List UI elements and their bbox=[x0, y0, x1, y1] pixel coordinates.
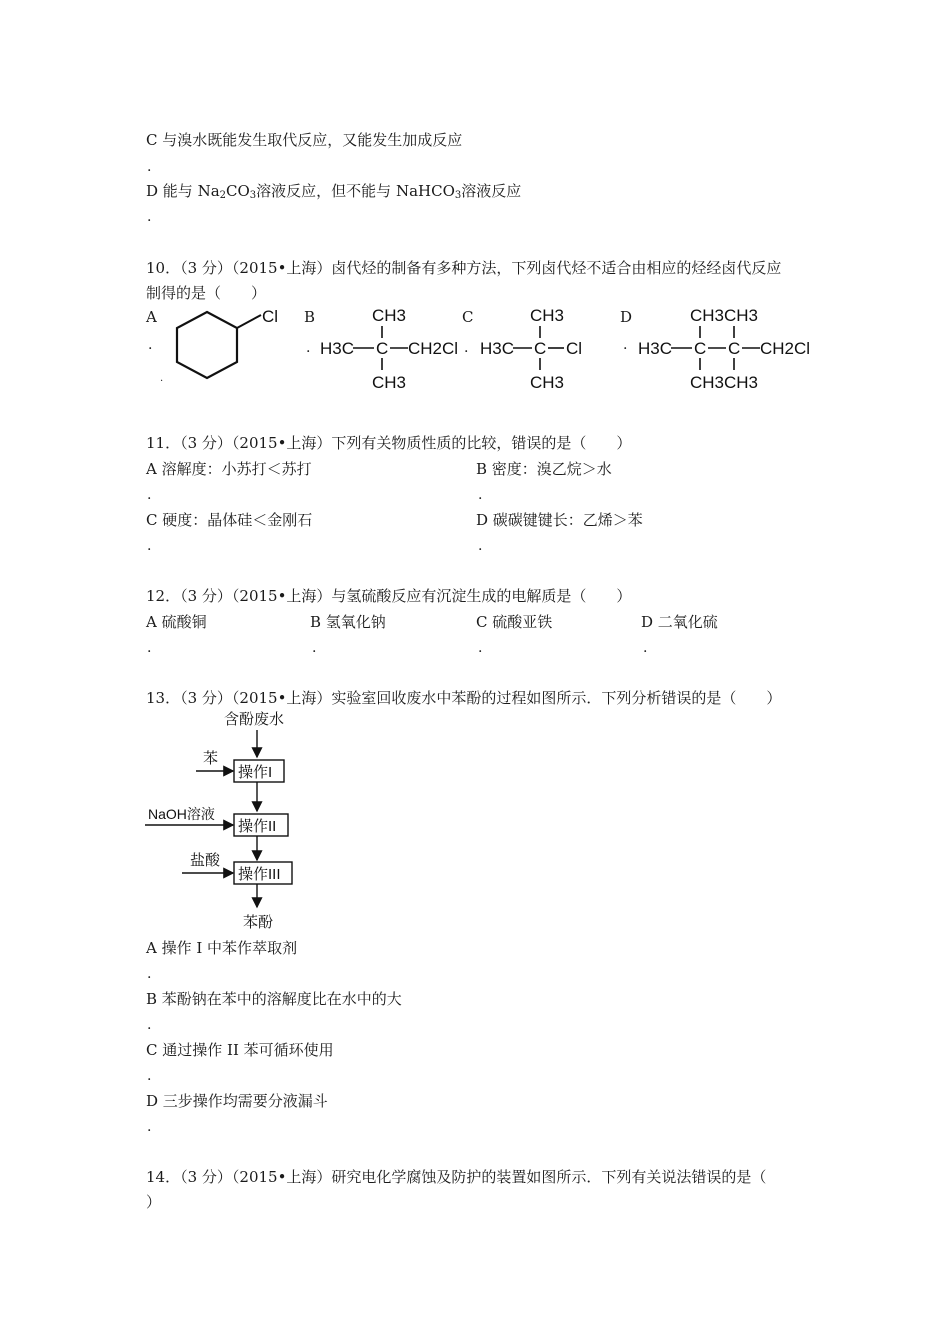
separator-dot: . bbox=[147, 209, 152, 225]
q13-option-c: C 通过操作 II 苯可循环使用 bbox=[146, 1041, 334, 1059]
svg-text:含酚废水: 含酚废水 bbox=[224, 711, 285, 728]
separator-dot: . bbox=[478, 538, 483, 554]
svg-text:CH3: CH3 bbox=[724, 306, 759, 325]
q10-label-b: B bbox=[304, 308, 316, 326]
q11-option-c: C 硬度：晶体硅＜金刚石 bbox=[146, 511, 313, 529]
separator-dot: . bbox=[160, 373, 164, 384]
svg-text:Cl: Cl bbox=[262, 307, 279, 326]
svg-text:CH3: CH3 bbox=[530, 306, 565, 325]
svg-text:苯酚: 苯酚 bbox=[243, 914, 274, 931]
q10-label-d: D bbox=[620, 308, 633, 326]
q10-label-a: A bbox=[146, 308, 157, 326]
separator-dot: . bbox=[306, 340, 311, 356]
q11-option-b: B 密度：溴乙烷＞水 bbox=[476, 460, 612, 478]
svg-text:苯: 苯 bbox=[203, 750, 219, 767]
separator-dot: . bbox=[147, 966, 152, 982]
q13-option-a: A 操作 I 中苯作萃取剂 bbox=[146, 939, 298, 957]
svg-text:H3C: H3C bbox=[638, 339, 673, 358]
svg-text:操作II: 操作II bbox=[238, 818, 277, 835]
separator-dot: . bbox=[464, 340, 469, 356]
svg-text:H3C: H3C bbox=[320, 339, 355, 358]
q12-option-c: C 硫酸亚铁 bbox=[476, 613, 553, 631]
q12-option-b: B 氢氧化钠 bbox=[310, 613, 386, 631]
q11-stem: 11．（3 分）（2015•上海）下列有关物质性质的比较，错误的是（ ） bbox=[146, 434, 632, 452]
separator-dot: . bbox=[147, 538, 152, 554]
separator-dot: . bbox=[478, 487, 483, 503]
svg-text:C: C bbox=[728, 339, 741, 358]
separator-dot: . bbox=[478, 640, 483, 656]
q12-option-a: A 硫酸铜 bbox=[146, 613, 207, 631]
svg-text:C: C bbox=[376, 339, 389, 358]
svg-text:盐酸: 盐酸 bbox=[190, 852, 221, 869]
svg-text:C: C bbox=[694, 339, 707, 358]
separator-dot: . bbox=[147, 1017, 152, 1033]
q14-stem-line1: 14．（3 分）（2015•上海）研究电化学腐蚀及防护的装置如图所示．下列有关说法错误的是（ bbox=[146, 1168, 767, 1186]
q13-stem: 13．（3 分）（2015•上海）实验室回收废水中苯酚的过程如图所示．下列分析错误的是（ ） bbox=[146, 689, 782, 707]
q10-label-c: C bbox=[462, 308, 474, 326]
separator-dot: . bbox=[147, 159, 152, 175]
q10-stem-line2: 制得的是（ ） bbox=[146, 284, 267, 302]
svg-text:CH3: CH3 bbox=[372, 306, 407, 325]
q10-stem-line1: 10．（3 分）（2015•上海）卤代烃的制备有多种方法，下列卤代烃不适合由相应的烃经卤代反应 bbox=[146, 259, 782, 277]
q13-option-d: D 三步操作均需要分液漏斗 bbox=[146, 1092, 328, 1110]
q9-option-c: C 与溴水既能发生取代反应，又能发生加成反应 bbox=[146, 131, 463, 149]
q11-option-a: A 溶解度：小苏打＜苏打 bbox=[146, 460, 312, 478]
svg-text:操作III: 操作III bbox=[238, 866, 281, 883]
separator-dot: . bbox=[147, 1068, 152, 1084]
q12-option-d: D 二氧化硫 bbox=[641, 613, 718, 631]
svg-text:CH2Cl: CH2Cl bbox=[760, 339, 811, 358]
svg-text:CH3: CH3 bbox=[724, 373, 759, 392]
q13-flow-diagram bbox=[140, 705, 340, 935]
q9-option-d: D 能与 $Na_2CO_3$溶液反应，但不能与 NaHCO$_3$溶液反应 bbox=[146, 182, 522, 201]
q12-stem: 12．（3 分）（2015•上海）与氢硫酸反应有沉淀生成的电解质是（ ） bbox=[146, 587, 632, 605]
separator-dot: . bbox=[147, 487, 152, 503]
q10-structure-a-chlorocyclohexane bbox=[165, 300, 295, 385]
svg-text:CH2Cl: CH2Cl bbox=[408, 339, 459, 358]
svg-text:操作I: 操作I bbox=[238, 764, 273, 781]
separator-dot: . bbox=[623, 337, 628, 353]
svg-text:CH3: CH3 bbox=[690, 373, 725, 392]
separator-dot: . bbox=[147, 640, 152, 656]
separator-dot: . bbox=[147, 1119, 152, 1135]
svg-text:CH3: CH3 bbox=[530, 373, 565, 392]
q10-structure-d bbox=[636, 300, 816, 395]
svg-text:H3C: H3C bbox=[480, 339, 515, 358]
svg-text:NaOH溶液: NaOH溶液 bbox=[148, 806, 215, 822]
svg-text:CH3: CH3 bbox=[372, 373, 407, 392]
q13-option-b: B 苯酚钠在苯中的溶解度比在水中的大 bbox=[146, 990, 402, 1008]
svg-text:C: C bbox=[534, 339, 547, 358]
q10-structure-c bbox=[478, 300, 593, 395]
separator-dot: . bbox=[643, 640, 648, 656]
q14-stem-line2: ） bbox=[146, 1193, 162, 1211]
svg-text:CH3: CH3 bbox=[690, 306, 725, 325]
separator-dot: . bbox=[148, 337, 153, 353]
svg-text:Cl: Cl bbox=[566, 339, 583, 358]
q11-option-d: D 碳碳键键长：乙烯＞苯 bbox=[476, 511, 643, 529]
q10-structure-b bbox=[318, 300, 463, 395]
separator-dot: . bbox=[312, 640, 317, 656]
